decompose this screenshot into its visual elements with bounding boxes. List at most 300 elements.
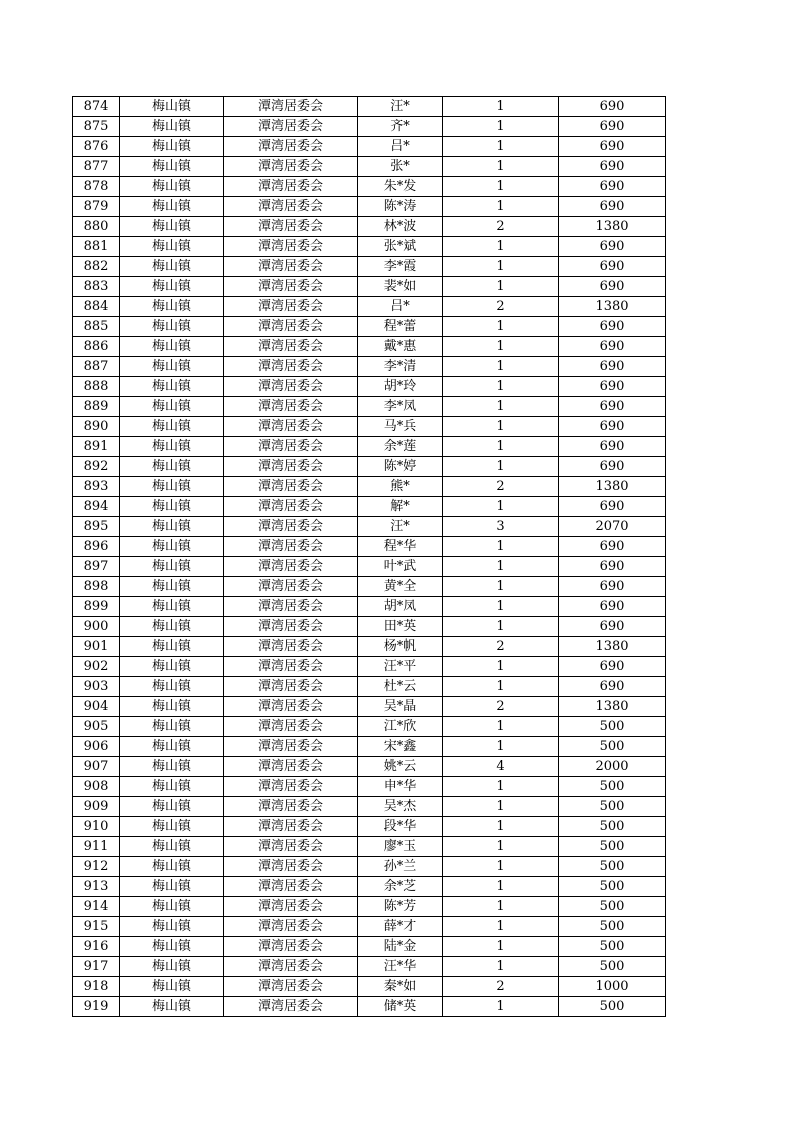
count-cell: 1 (443, 157, 559, 177)
amount-cell: 690 (559, 597, 666, 617)
row-number: 907 (73, 757, 120, 777)
row-number: 913 (73, 877, 120, 897)
town-cell: 梅山镇 (120, 237, 224, 257)
town-cell: 梅山镇 (120, 997, 224, 1017)
count-cell: 2 (443, 977, 559, 997)
committee-cell: 潭湾居委会 (224, 617, 358, 637)
amount-cell: 690 (559, 457, 666, 477)
count-cell: 1 (443, 317, 559, 337)
town-cell: 梅山镇 (120, 957, 224, 977)
committee-cell: 潭湾居委会 (224, 237, 358, 257)
name-cell: 廖*玉 (358, 837, 443, 857)
table-row (73, 397, 666, 417)
committee-cell: 潭湾居委会 (224, 577, 358, 597)
count-cell: 1 (443, 117, 559, 137)
row-number: 903 (73, 677, 120, 697)
committee-cell: 潭湾居委会 (224, 357, 358, 377)
town-cell: 梅山镇 (120, 417, 224, 437)
name-cell: 杨*帆 (358, 637, 443, 657)
name-cell: 胡*凤 (358, 597, 443, 617)
amount-cell: 500 (559, 717, 666, 737)
amount-cell: 690 (559, 237, 666, 257)
table-row (73, 837, 666, 857)
committee-cell: 潭湾居委会 (224, 657, 358, 677)
name-cell: 吕* (358, 297, 443, 317)
town-cell: 梅山镇 (120, 257, 224, 277)
count-cell: 1 (443, 137, 559, 157)
row-number: 898 (73, 577, 120, 597)
row-number: 911 (73, 837, 120, 857)
row-number: 890 (73, 417, 120, 437)
count-cell: 1 (443, 797, 559, 817)
name-cell: 江*欣 (358, 717, 443, 737)
amount-cell: 690 (559, 557, 666, 577)
committee-cell: 潭湾居委会 (224, 877, 358, 897)
count-cell: 1 (443, 97, 559, 117)
name-cell: 汪*华 (358, 957, 443, 977)
table-row (73, 97, 666, 117)
table-row (73, 517, 666, 537)
town-cell: 梅山镇 (120, 777, 224, 797)
count-cell: 1 (443, 957, 559, 977)
amount-cell: 690 (559, 277, 666, 297)
count-cell: 1 (443, 337, 559, 357)
name-cell: 余*芝 (358, 877, 443, 897)
table-row (73, 697, 666, 717)
committee-cell: 潭湾居委会 (224, 857, 358, 877)
amount-cell: 690 (559, 137, 666, 157)
committee-cell: 潭湾居委会 (224, 197, 358, 217)
town-cell: 梅山镇 (120, 837, 224, 857)
name-cell: 吕* (358, 137, 443, 157)
name-cell: 陈*婷 (358, 457, 443, 477)
count-cell: 1 (443, 417, 559, 437)
name-cell: 陆*金 (358, 937, 443, 957)
name-cell: 张*斌 (358, 237, 443, 257)
count-cell: 2 (443, 637, 559, 657)
table-row (73, 677, 666, 697)
table-row (73, 777, 666, 797)
amount-cell: 690 (559, 117, 666, 137)
town-cell: 梅山镇 (120, 657, 224, 677)
count-cell: 1 (443, 537, 559, 557)
row-number: 883 (73, 277, 120, 297)
table-row (73, 877, 666, 897)
table-row (73, 437, 666, 457)
row-number: 894 (73, 497, 120, 517)
town-cell: 梅山镇 (120, 97, 224, 117)
row-number: 896 (73, 537, 120, 557)
count-cell: 1 (443, 577, 559, 597)
committee-cell: 潭湾居委会 (224, 457, 358, 477)
row-number: 893 (73, 477, 120, 497)
table-row (73, 757, 666, 777)
row-number: 899 (73, 597, 120, 617)
town-cell: 梅山镇 (120, 817, 224, 837)
count-cell: 1 (443, 437, 559, 457)
name-cell: 程*蕾 (358, 317, 443, 337)
table-row (73, 217, 666, 237)
amount-cell: 690 (559, 577, 666, 597)
table-row (73, 357, 666, 377)
name-cell: 汪* (358, 97, 443, 117)
town-cell: 梅山镇 (120, 677, 224, 697)
town-cell: 梅山镇 (120, 977, 224, 997)
table-row (73, 277, 666, 297)
table-row (73, 637, 666, 657)
name-cell: 胡*玲 (358, 377, 443, 397)
amount-cell: 1380 (559, 697, 666, 717)
count-cell: 1 (443, 737, 559, 757)
committee-cell: 潭湾居委会 (224, 917, 358, 937)
name-cell: 汪* (358, 517, 443, 537)
town-cell: 梅山镇 (120, 757, 224, 777)
amount-cell: 1380 (559, 217, 666, 237)
count-cell: 1 (443, 397, 559, 417)
table-row (73, 157, 666, 177)
amount-cell: 500 (559, 777, 666, 797)
town-cell: 梅山镇 (120, 437, 224, 457)
row-number: 917 (73, 957, 120, 977)
town-cell: 梅山镇 (120, 857, 224, 877)
table-row (73, 317, 666, 337)
count-cell: 1 (443, 917, 559, 937)
amount-cell: 690 (559, 537, 666, 557)
table-row (73, 477, 666, 497)
name-cell: 叶*武 (358, 557, 443, 577)
amount-cell: 500 (559, 997, 666, 1017)
row-number: 910 (73, 817, 120, 837)
town-cell: 梅山镇 (120, 937, 224, 957)
town-cell: 梅山镇 (120, 697, 224, 717)
row-number: 914 (73, 897, 120, 917)
town-cell: 梅山镇 (120, 717, 224, 737)
name-cell: 孙*兰 (358, 857, 443, 877)
table-row (73, 957, 666, 977)
committee-cell: 潭湾居委会 (224, 737, 358, 757)
town-cell: 梅山镇 (120, 317, 224, 337)
amount-cell: 500 (559, 877, 666, 897)
committee-cell: 潭湾居委会 (224, 477, 358, 497)
amount-cell: 690 (559, 437, 666, 457)
committee-cell: 潭湾居委会 (224, 777, 358, 797)
town-cell: 梅山镇 (120, 637, 224, 657)
table-row (73, 497, 666, 517)
row-number: 897 (73, 557, 120, 577)
table-row (73, 577, 666, 597)
row-number: 905 (73, 717, 120, 737)
amount-cell: 500 (559, 737, 666, 757)
table-row (73, 657, 666, 677)
committee-cell: 潭湾居委会 (224, 277, 358, 297)
table-row (73, 537, 666, 557)
committee-cell: 潭湾居委会 (224, 397, 358, 417)
name-cell: 齐* (358, 117, 443, 137)
committee-cell: 潭湾居委会 (224, 497, 358, 517)
table-row (73, 817, 666, 837)
committee-cell: 潭湾居委会 (224, 977, 358, 997)
town-cell: 梅山镇 (120, 137, 224, 157)
row-number: 887 (73, 357, 120, 377)
name-cell: 李*霞 (358, 257, 443, 277)
amount-cell: 690 (559, 377, 666, 397)
name-cell: 秦*如 (358, 977, 443, 997)
name-cell: 余*莲 (358, 437, 443, 457)
table-row (73, 617, 666, 637)
name-cell: 段*华 (358, 817, 443, 837)
town-cell: 梅山镇 (120, 477, 224, 497)
committee-cell: 潭湾居委会 (224, 717, 358, 737)
row-number: 902 (73, 657, 120, 677)
count-cell: 1 (443, 717, 559, 737)
committee-cell: 潭湾居委会 (224, 757, 358, 777)
name-cell: 陈*芳 (358, 897, 443, 917)
row-number: 876 (73, 137, 120, 157)
count-cell: 1 (443, 357, 559, 377)
row-number: 912 (73, 857, 120, 877)
count-cell: 1 (443, 997, 559, 1017)
town-cell: 梅山镇 (120, 497, 224, 517)
town-cell: 梅山镇 (120, 217, 224, 237)
row-number: 877 (73, 157, 120, 177)
row-number: 882 (73, 257, 120, 277)
town-cell: 梅山镇 (120, 517, 224, 537)
table-row (73, 237, 666, 257)
count-cell: 1 (443, 617, 559, 637)
name-cell: 宋*鑫 (358, 737, 443, 757)
count-cell: 4 (443, 757, 559, 777)
row-number: 881 (73, 237, 120, 257)
amount-cell: 690 (559, 397, 666, 417)
count-cell: 1 (443, 657, 559, 677)
name-cell: 吴*杰 (358, 797, 443, 817)
name-cell: 陈*涛 (358, 197, 443, 217)
committee-cell: 潭湾居委会 (224, 797, 358, 817)
committee-cell: 潭湾居委会 (224, 557, 358, 577)
amount-cell: 500 (559, 917, 666, 937)
row-number: 875 (73, 117, 120, 137)
committee-cell: 潭湾居委会 (224, 337, 358, 357)
amount-cell: 500 (559, 837, 666, 857)
row-number: 884 (73, 297, 120, 317)
amount-cell: 500 (559, 937, 666, 957)
name-cell: 姚*云 (358, 757, 443, 777)
row-number: 889 (73, 397, 120, 417)
amount-cell: 690 (559, 317, 666, 337)
amount-cell: 2070 (559, 517, 666, 537)
row-number: 916 (73, 937, 120, 957)
name-cell: 吴*晶 (358, 697, 443, 717)
committee-cell: 潭湾居委会 (224, 817, 358, 837)
committee-cell: 潭湾居委会 (224, 517, 358, 537)
count-cell: 2 (443, 217, 559, 237)
table-row (73, 337, 666, 357)
amount-cell: 690 (559, 657, 666, 677)
row-number: 874 (73, 97, 120, 117)
town-cell: 梅山镇 (120, 337, 224, 357)
table-row (73, 917, 666, 937)
town-cell: 梅山镇 (120, 617, 224, 637)
town-cell: 梅山镇 (120, 877, 224, 897)
name-cell: 马*兵 (358, 417, 443, 437)
count-cell: 1 (443, 857, 559, 877)
count-cell: 1 (443, 177, 559, 197)
table-row (73, 897, 666, 917)
name-cell: 薛*才 (358, 917, 443, 937)
count-cell: 2 (443, 297, 559, 317)
committee-cell: 潭湾居委会 (224, 417, 358, 437)
town-cell: 梅山镇 (120, 357, 224, 377)
amount-cell: 1380 (559, 477, 666, 497)
committee-cell: 潭湾居委会 (224, 937, 358, 957)
amount-cell: 690 (559, 497, 666, 517)
table-row (73, 977, 666, 997)
count-cell: 1 (443, 377, 559, 397)
table-row (73, 997, 666, 1017)
committee-cell: 潭湾居委会 (224, 257, 358, 277)
committee-cell: 潭湾居委会 (224, 177, 358, 197)
committee-cell: 潭湾居委会 (224, 677, 358, 697)
count-cell: 1 (443, 557, 559, 577)
name-cell: 田*英 (358, 617, 443, 637)
committee-cell: 潭湾居委会 (224, 537, 358, 557)
committee-cell: 潭湾居委会 (224, 837, 358, 857)
row-number: 888 (73, 377, 120, 397)
row-number: 878 (73, 177, 120, 197)
committee-cell: 潭湾居委会 (224, 997, 358, 1017)
table-row (73, 937, 666, 957)
name-cell: 申*华 (358, 777, 443, 797)
town-cell: 梅山镇 (120, 577, 224, 597)
committee-cell: 潭湾居委会 (224, 97, 358, 117)
committee-cell: 潭湾居委会 (224, 897, 358, 917)
row-number: 892 (73, 457, 120, 477)
roster-table (72, 96, 666, 1017)
amount-cell: 500 (559, 897, 666, 917)
town-cell: 梅山镇 (120, 117, 224, 137)
row-number: 895 (73, 517, 120, 537)
name-cell: 朱*发 (358, 177, 443, 197)
count-cell: 2 (443, 697, 559, 717)
count-cell: 1 (443, 817, 559, 837)
name-cell: 储*英 (358, 997, 443, 1017)
row-number: 918 (73, 977, 120, 997)
row-number: 915 (73, 917, 120, 937)
committee-cell: 潭湾居委会 (224, 377, 358, 397)
row-number: 891 (73, 437, 120, 457)
table-row (73, 297, 666, 317)
amount-cell: 500 (559, 957, 666, 977)
committee-cell: 潭湾居委会 (224, 637, 358, 657)
row-number: 906 (73, 737, 120, 757)
committee-cell: 潭湾居委会 (224, 697, 358, 717)
table-row (73, 377, 666, 397)
name-cell: 李*清 (358, 357, 443, 377)
name-cell: 林*波 (358, 217, 443, 237)
amount-cell: 690 (559, 177, 666, 197)
name-cell: 汪*平 (358, 657, 443, 677)
amount-cell: 1000 (559, 977, 666, 997)
town-cell: 梅山镇 (120, 297, 224, 317)
name-cell: 程*华 (358, 537, 443, 557)
row-number: 908 (73, 777, 120, 797)
count-cell: 1 (443, 877, 559, 897)
table-row (73, 557, 666, 577)
amount-cell: 1380 (559, 637, 666, 657)
count-cell: 1 (443, 597, 559, 617)
table-row (73, 857, 666, 877)
count-cell: 3 (443, 517, 559, 537)
amount-cell: 690 (559, 357, 666, 377)
amount-cell: 500 (559, 797, 666, 817)
committee-cell: 潭湾居委会 (224, 597, 358, 617)
town-cell: 梅山镇 (120, 537, 224, 557)
count-cell: 1 (443, 837, 559, 857)
count-cell: 2 (443, 477, 559, 497)
row-number: 886 (73, 337, 120, 357)
town-cell: 梅山镇 (120, 897, 224, 917)
count-cell: 1 (443, 897, 559, 917)
committee-cell: 潭湾居委会 (224, 437, 358, 457)
table-row (73, 797, 666, 817)
committee-cell: 潭湾居委会 (224, 297, 358, 317)
town-cell: 梅山镇 (120, 397, 224, 417)
committee-cell: 潭湾居委会 (224, 157, 358, 177)
name-cell: 戴*惠 (358, 337, 443, 357)
amount-cell: 500 (559, 857, 666, 877)
name-cell: 李*凤 (358, 397, 443, 417)
amount-cell: 690 (559, 257, 666, 277)
committee-cell: 潭湾居委会 (224, 117, 358, 137)
amount-cell: 690 (559, 197, 666, 217)
town-cell: 梅山镇 (120, 457, 224, 477)
town-cell: 梅山镇 (120, 737, 224, 757)
amount-cell: 690 (559, 677, 666, 697)
name-cell: 张* (358, 157, 443, 177)
town-cell: 梅山镇 (120, 197, 224, 217)
table-row (73, 737, 666, 757)
count-cell: 1 (443, 937, 559, 957)
name-cell: 杜*云 (358, 677, 443, 697)
roster-table-body (73, 97, 666, 1017)
row-number: 904 (73, 697, 120, 717)
amount-cell: 1380 (559, 297, 666, 317)
committee-cell: 潭湾居委会 (224, 957, 358, 977)
town-cell: 梅山镇 (120, 157, 224, 177)
name-cell: 解* (358, 497, 443, 517)
table-row (73, 597, 666, 617)
amount-cell: 2000 (559, 757, 666, 777)
table-row (73, 197, 666, 217)
committee-cell: 潭湾居委会 (224, 217, 358, 237)
row-number: 885 (73, 317, 120, 337)
table-row (73, 457, 666, 477)
committee-cell: 潭湾居委会 (224, 137, 358, 157)
name-cell: 熊* (358, 477, 443, 497)
name-cell: 黄*全 (358, 577, 443, 597)
row-number: 879 (73, 197, 120, 217)
row-number: 909 (73, 797, 120, 817)
table-row (73, 717, 666, 737)
amount-cell: 690 (559, 337, 666, 357)
amount-cell: 690 (559, 97, 666, 117)
table-row (73, 117, 666, 137)
count-cell: 1 (443, 237, 559, 257)
town-cell: 梅山镇 (120, 917, 224, 937)
town-cell: 梅山镇 (120, 597, 224, 617)
row-number: 901 (73, 637, 120, 657)
town-cell: 梅山镇 (120, 557, 224, 577)
